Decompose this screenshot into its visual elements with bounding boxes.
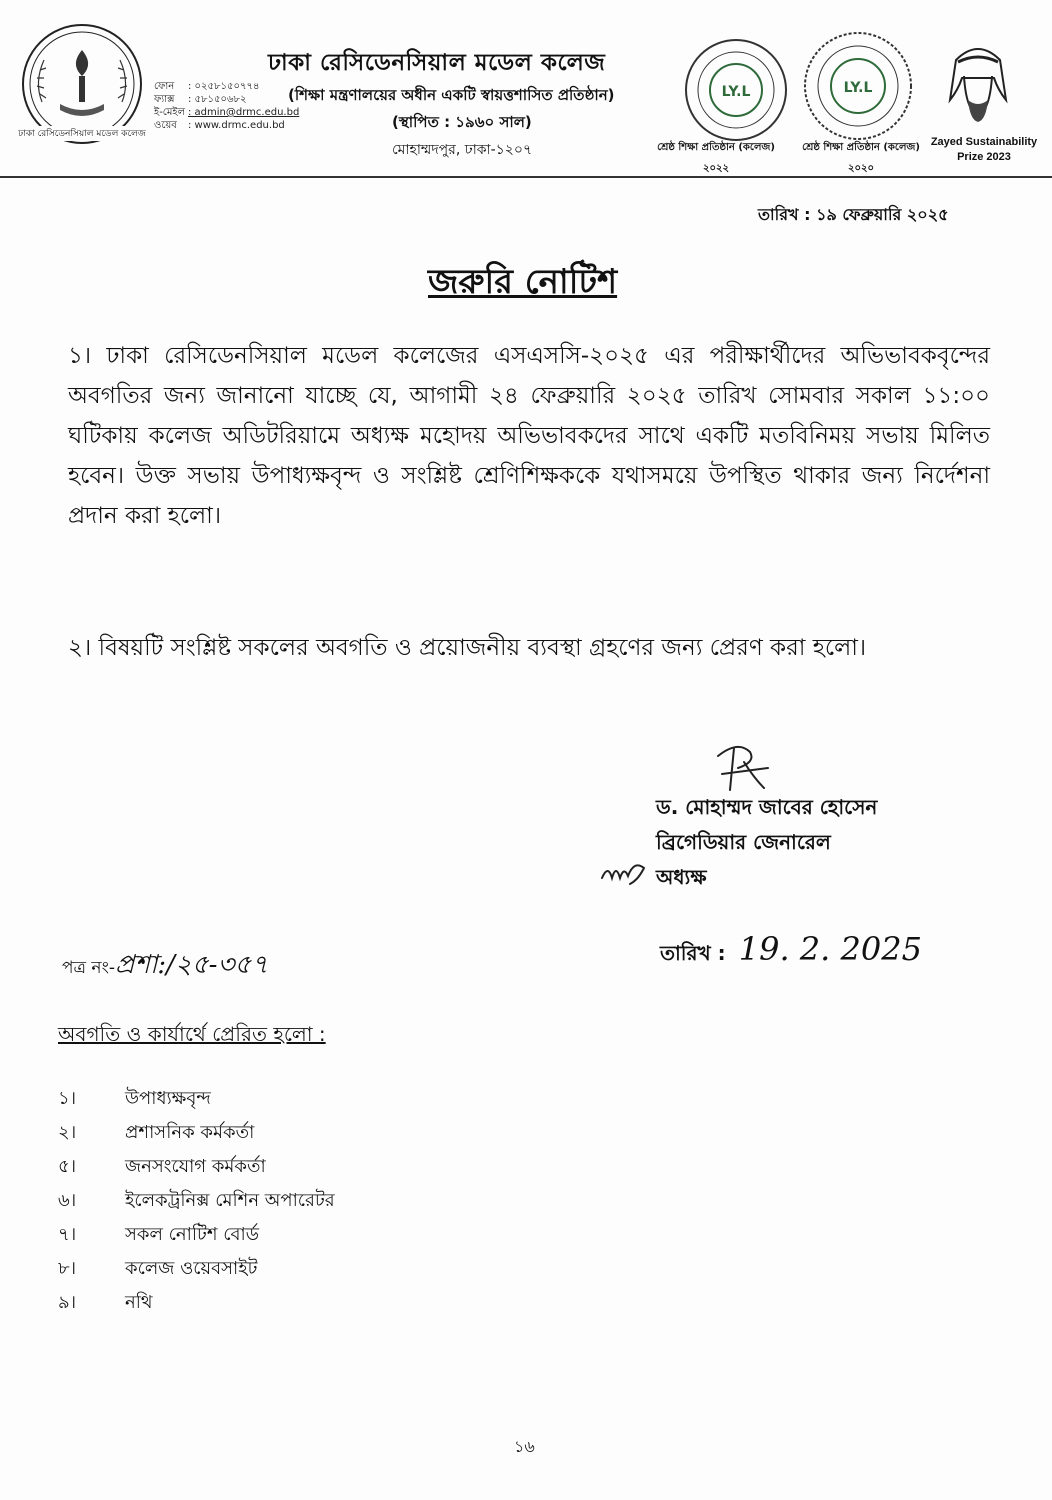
initial-mark bbox=[600, 854, 650, 888]
memo-number bbox=[62, 944, 268, 988]
list-item: ৯। নথি bbox=[58, 1292, 153, 1313]
list-item: ২। প্রশাসনিক কর্মকর্তা bbox=[58, 1122, 255, 1143]
svg-text:LY.L: LY.L bbox=[843, 80, 873, 96]
signatory-block bbox=[656, 790, 877, 895]
award-seal-2022 bbox=[684, 38, 788, 142]
college-name: ঢাকা রেসিডেনসিয়াল মডেল কলেজ bbox=[268, 50, 606, 76]
signatory-designation: অধ্যক্ষ bbox=[656, 865, 707, 889]
college-subtitle: (শিক্ষা মন্ত্রণালয়ের অধীন একটি স্বায়ত্তশাসিত প্রতিষ্ঠান) bbox=[288, 86, 615, 104]
bottom-date-value: 19. 2. 2025 bbox=[738, 930, 922, 968]
header-divider bbox=[0, 176, 1052, 178]
notice-title: জরুরি নোটিশ bbox=[428, 262, 618, 302]
award-seal-2020 bbox=[802, 30, 914, 142]
contact-email[interactable]: ই-মেইল : admin@drmc.edu.bd bbox=[154, 107, 300, 118]
list-item: ৫। জনসংযোগ কর্মকর্তা bbox=[58, 1156, 266, 1177]
contact-phone: ফোন : ০২৫৮১৫০৭৭৪ bbox=[154, 81, 260, 92]
established-year: (স্থাপিত : ১৯৬০ সাল) bbox=[392, 113, 532, 131]
college-address: মোহাম্মদপুর, ঢাকা-১২০৭ bbox=[392, 142, 533, 158]
notice-paragraph-2: ২। বিষয়টি সংশ্লিষ্ট সকলের অবগতি ও প্রয়োজনীয় ব্যবস্থা গ্রহণের জন্য প্রেরণ করা হলো। bbox=[68, 635, 867, 661]
list-item: ৬। ইলেকট্রনিক্স মেশিন অপারেটর bbox=[58, 1190, 335, 1211]
memo-label: পত্র নং- bbox=[62, 958, 116, 978]
award-caption-2022: শ্রেষ্ঠ শিক্ষা প্রতিষ্ঠান (কলেজ) ২০২২ bbox=[657, 142, 775, 174]
award-caption-2020: শ্রেষ্ঠ শিক্ষা প্রতিষ্ঠান (কলেজ) ২০২০ bbox=[802, 142, 920, 174]
notice-date: তারিখ : ১৯ ফেব্রুয়ারি ২০২৫ bbox=[758, 205, 949, 224]
logo-caption: ঢাকা রেসিডেনসিয়াল মডেল কলেজ bbox=[16, 126, 148, 141]
list-item: ৮। কলেজ ওয়েবসাইট bbox=[58, 1258, 258, 1279]
svg-text:LY.L: LY.L bbox=[721, 84, 751, 100]
distribution-list bbox=[58, 1082, 335, 1320]
notice-paragraph-1: ১। ঢাকা রেসিডেনসিয়াল মডেল কলেজের এসএসসি-২০২৫ এর পরীক্ষার্থীদের অভিভাবকবৃন্দের অবগতির জন্য জানানো যাচ্ছে যে, আগামী ২৪ ফেব্রুয়ারি ২০২৫ তারিখ সোমবার সকাল ১১:০০ ঘটিকায় কলেজ অডিটরিয়ামে অধ্যক্ষ মহোদয় অভিভাবকদের সাথে একটি মতবিনিময় সভায় মিলিত হবেন। উক্ত সভায় উপাধ্যক্ষবৃন্দ ও সংশ্লিষ্ট শ্রেণিশিক্ষককে যথাসময়ে উপস্থিত থাকার জন্য নির্দেশনা প্রদান করা হলো। bbox=[68, 343, 990, 529]
page-number: ১৬ bbox=[514, 1437, 535, 1456]
distribution-title: অবগতি ও কার্যার্থে প্রেরিত হলো : bbox=[58, 1022, 326, 1046]
zayed-portrait bbox=[928, 30, 1028, 130]
list-item: ১। উপাধ্যক্ষবৃন্দ bbox=[58, 1088, 211, 1109]
contact-block bbox=[154, 80, 299, 132]
signatory-rank: ব্রিগেডিয়ার জেনারেল bbox=[656, 830, 831, 854]
bottom-date bbox=[660, 930, 922, 972]
signature bbox=[708, 738, 778, 798]
contact-web[interactable]: ওয়েব : www.drmc.edu.bd bbox=[154, 120, 285, 131]
signatory-name: ড. মোহাম্মদ জাবের হোসেন bbox=[656, 795, 878, 819]
contact-fax: ফ্যাক্স : ৫৮১৫০৬৮২ bbox=[154, 94, 247, 105]
list-item: ৭। সকল নোটিশ বোর্ড bbox=[58, 1224, 260, 1245]
bottom-date-label: তারিখ : bbox=[660, 941, 726, 965]
memo-value: প্রশা:/২৫-৩৫৭ bbox=[115, 950, 269, 980]
zayed-prize-caption: Zayed Sustainability Prize 2023 bbox=[930, 136, 1038, 163]
